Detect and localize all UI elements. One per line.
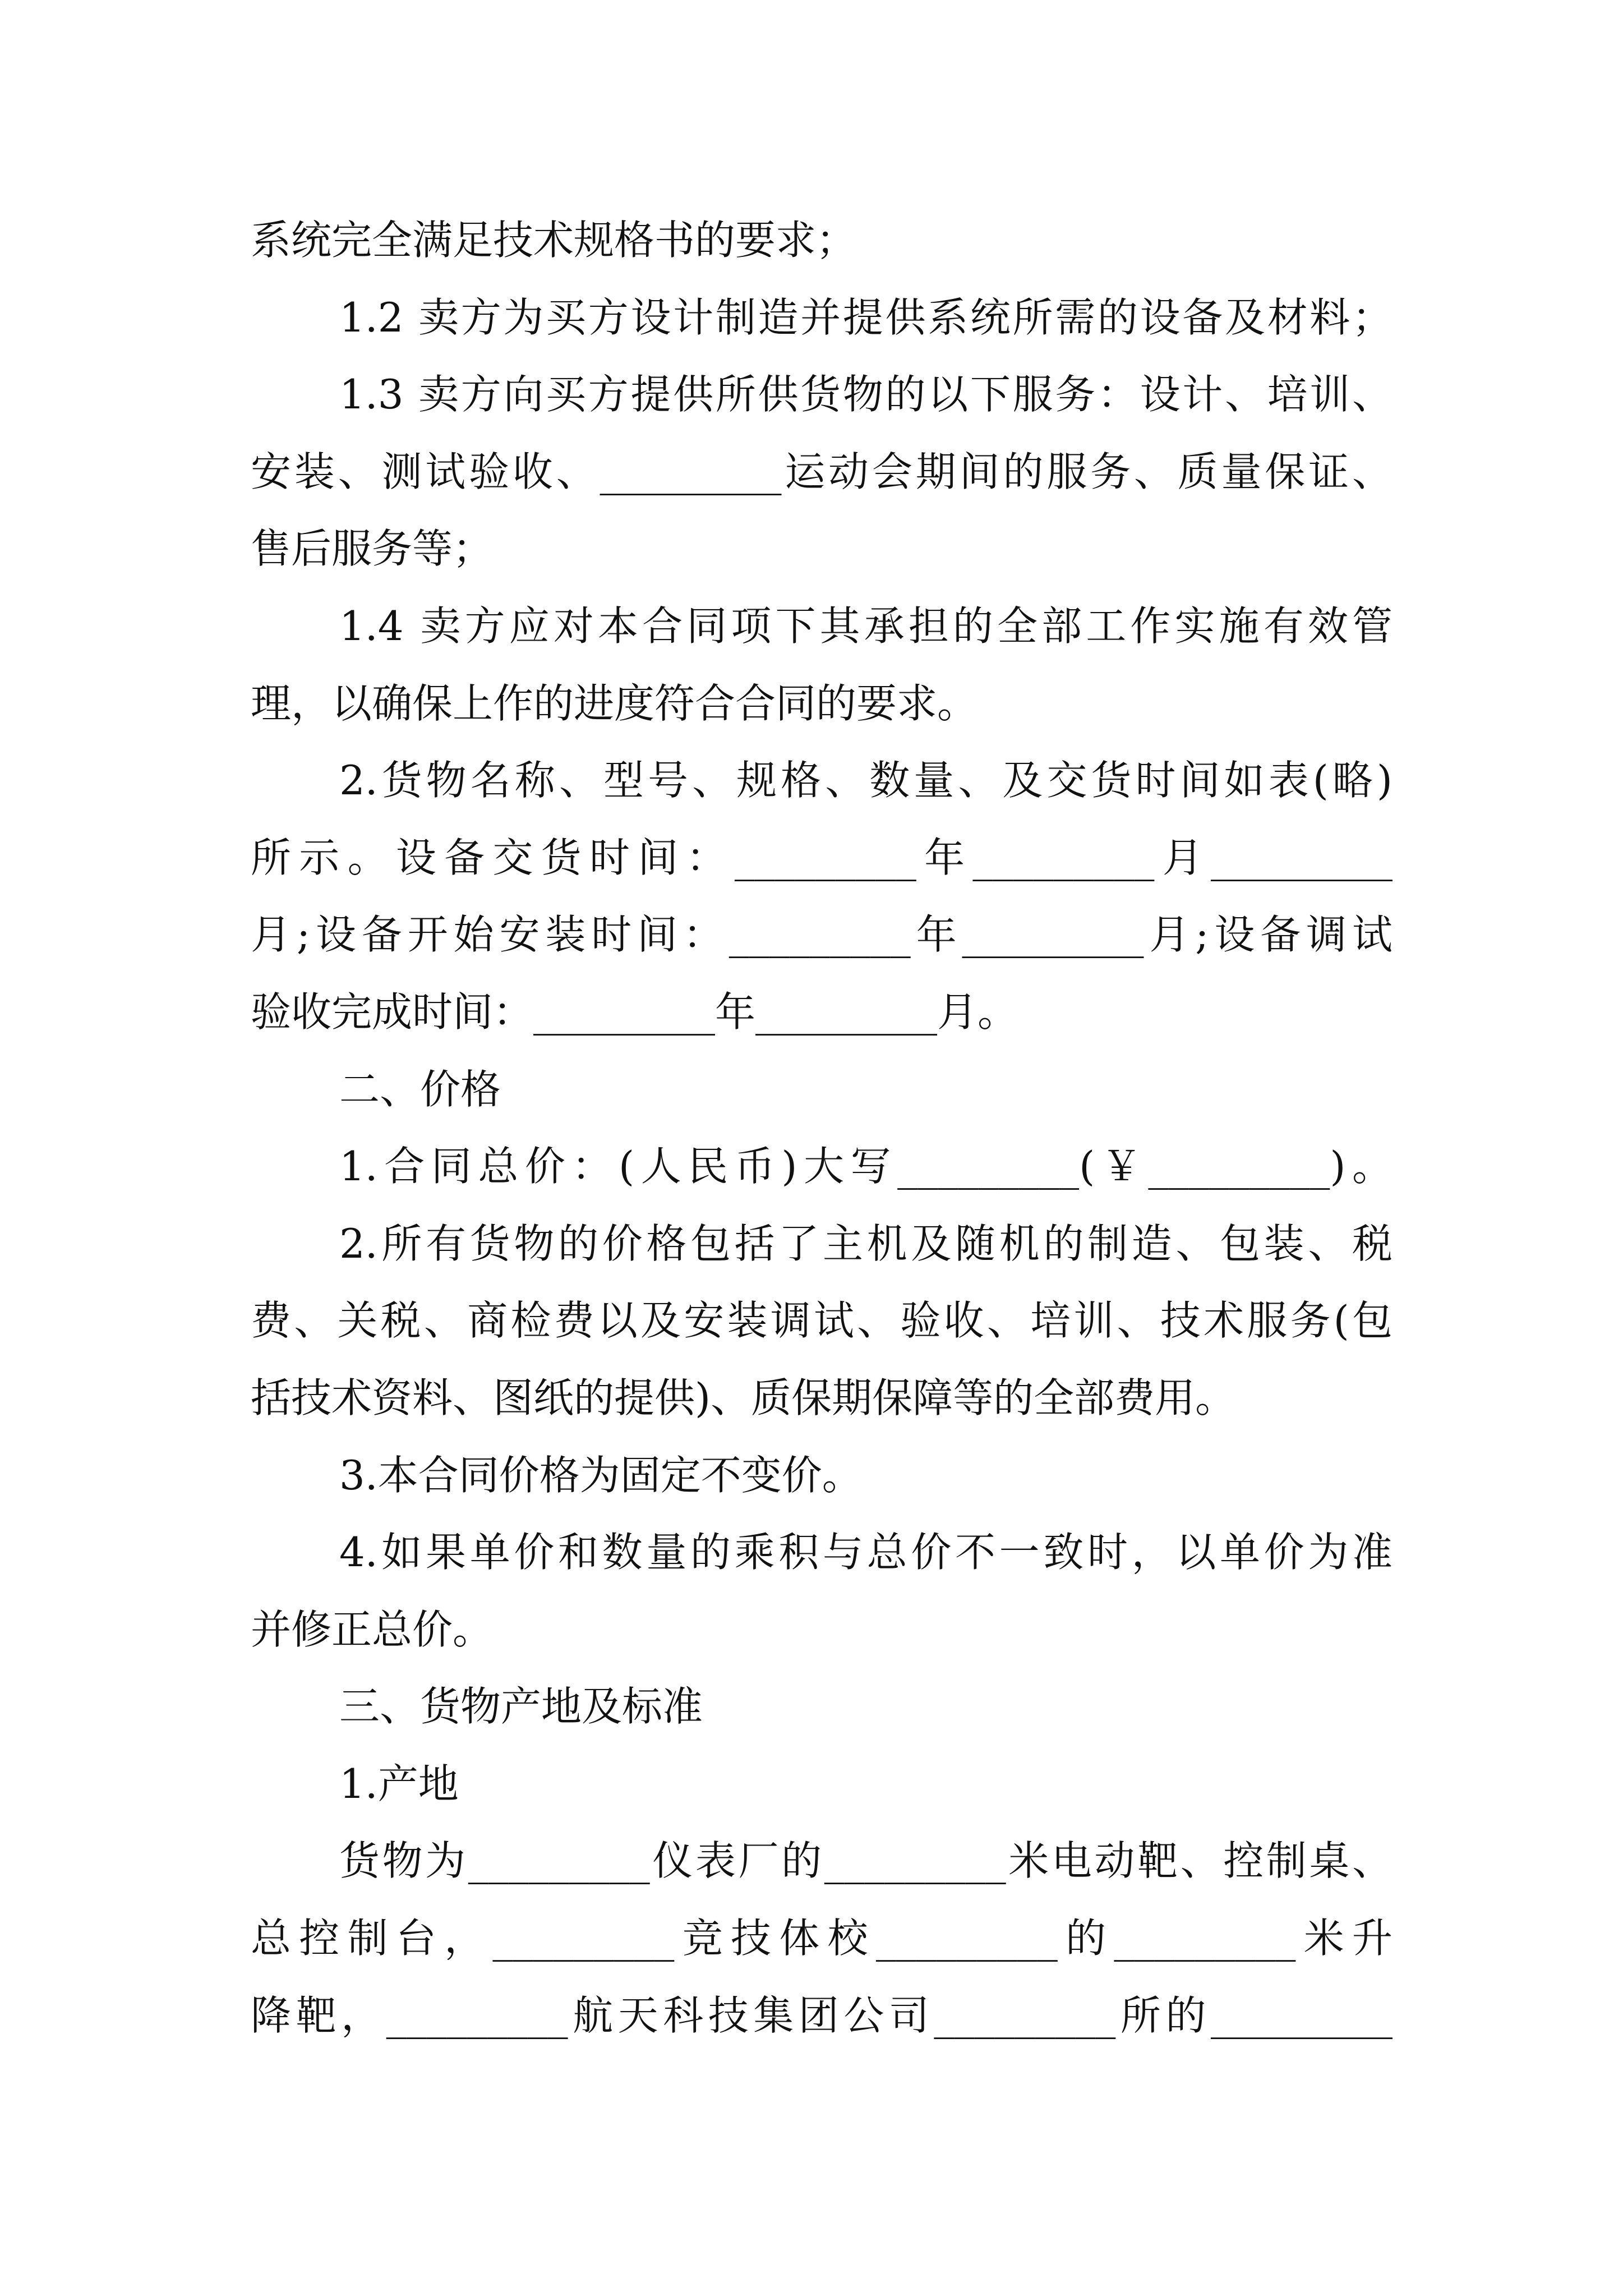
heading-line: 三、货物产地及标准 — [339, 1683, 703, 1731]
section-heading-origin-standards — [251, 1668, 1393, 1746]
text-line: 1.2 卖方为买方设计制造并提供系统所需的设备及材料； — [339, 293, 1393, 341]
heading-line: 1.产地 — [339, 1760, 459, 1807]
text-line: 4.如果单价和数量的乘积与总价不一致时，以单价为准 — [339, 1529, 1393, 1576]
price-clause-1-total — [251, 1128, 1393, 1205]
text-line: 理，以确保上作的进度符合合同的要求。 — [251, 679, 978, 727]
text-line: 验收完成时间：_________年_________月。 — [251, 988, 1018, 1036]
text-line: 系统完全满足技术规格书的要求； — [251, 217, 857, 264]
text-line: 降靶，_________航天科技集团公司_________所的_________ — [251, 1991, 1393, 2039]
clause-2-goods-delivery — [251, 742, 1393, 1051]
text-line: 月;设备开始安装时间：_________年_________月;设备调试 — [251, 911, 1393, 959]
text-line: 2.所有货物的价格包括了主机及随机的制造、包装、税 — [339, 1220, 1393, 1267]
heading-line: 二、价格 — [339, 1065, 501, 1113]
price-clause-3 — [251, 1437, 1393, 1515]
price-clause-2 — [251, 1205, 1393, 1437]
document-body — [251, 202, 1393, 2054]
text-line: 所示。设备交货时间：_________年_________月_________ — [251, 834, 1393, 881]
price-clause-4 — [251, 1514, 1393, 1668]
clause-1-4 — [251, 588, 1393, 742]
text-line: 3.本合同价格为固定不变价。 — [339, 1451, 863, 1499]
clause-1-3 — [251, 356, 1393, 588]
text-line: 1.4 卖方应对本合同项下其承担的全部工作实施有效管 — [339, 602, 1393, 650]
text-line: 并修正总价。 — [251, 1605, 494, 1653]
text-line: 1.3 卖方向买方提供所供货物的以下服务：设计、培训、 — [339, 371, 1393, 418]
text-line: 安装、测试验收、_________运动会期间的服务、质量保证、 — [251, 448, 1393, 495]
origin-paragraph — [251, 1823, 1393, 2054]
text-line: 费、关税、商检费以及安装调试、验收、培训、技术服务(包 — [251, 1297, 1393, 1345]
text-line: 括技术资料、图纸的提供)、质保期保障等的全部费用。 — [251, 1374, 1236, 1421]
section-heading-price — [251, 1051, 1393, 1129]
paragraph-continued — [251, 202, 1393, 279]
text-line: 货物为_________仪表厂的_________米电动靶、控制桌、 — [339, 1837, 1393, 1885]
origin-subheading — [251, 1746, 1393, 1823]
text-line: 售后服务等； — [251, 525, 494, 573]
text-line: 总控制台，_________竞技体校_________的_________米升 — [251, 1915, 1393, 1962]
text-line: 2.货物名称、型号、规格、数量、及交货时间如表(略) — [339, 757, 1393, 804]
clause-1-2 — [251, 279, 1393, 357]
text-line: 1.合同总价：(人民币)大写_________(￥_________)。 — [339, 1143, 1393, 1190]
